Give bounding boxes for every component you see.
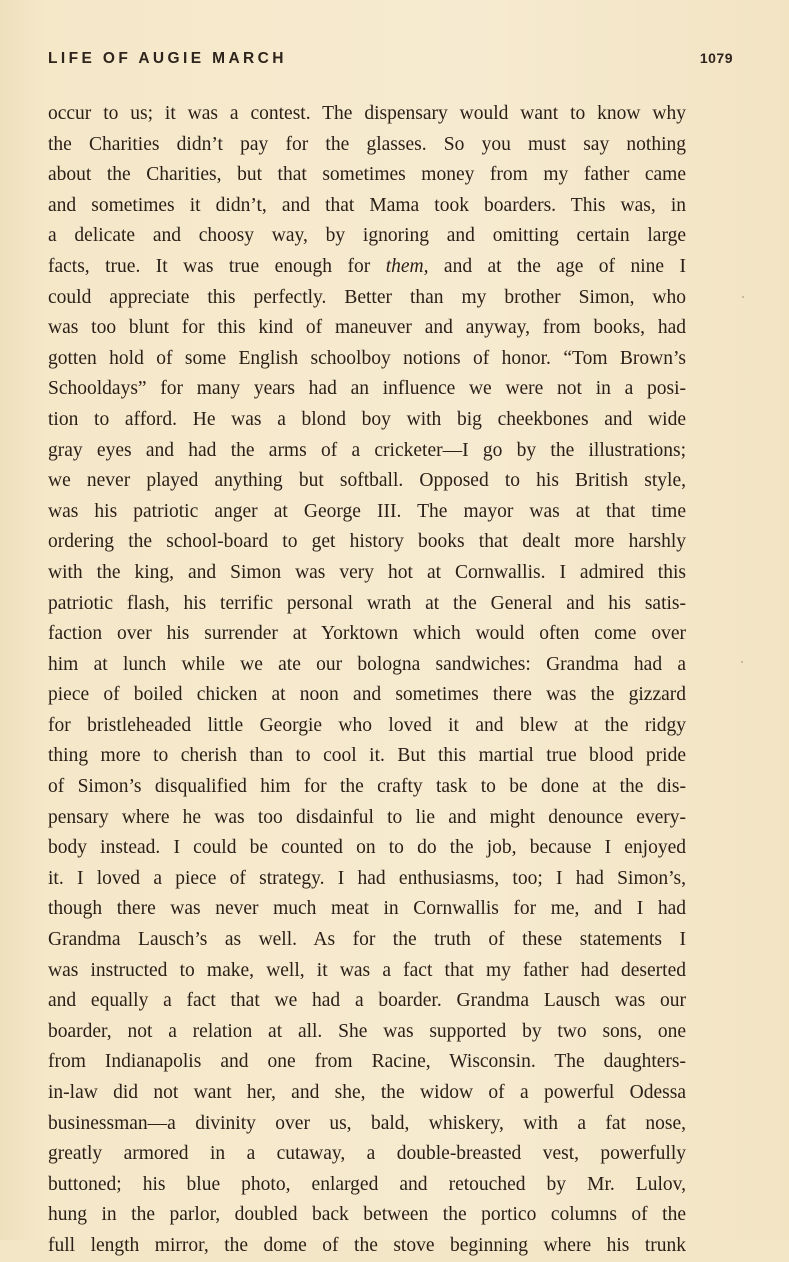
text-line: though there was never much meat in Cornwallis for me, and I had [48, 898, 686, 920]
text-line: a delicate and choosy way, by ignoring and omitting certain large [48, 225, 686, 247]
text-line: and sometimes it didn’t, and that Mama took boarders. This was, in [48, 194, 686, 216]
text-line: was instructed to make, well, it was a fact that my father had deserted [48, 959, 686, 981]
text-line: the Charities didn’t pay for the glasses. So you must say nothing [48, 133, 686, 155]
text-line: of Simon’s disqualified him for the crafty task to be done at the dis- [48, 776, 686, 798]
italic-text-segment: them, [385, 255, 429, 277]
text-line: ordering the school-board to get history books that dealt more harshly [48, 531, 686, 553]
text-line: and equally a fact that we had a boarder. Grandma Lausch was our [48, 990, 686, 1012]
text-line: thing more to cherish than to cool it. But this martial true blood pride [48, 745, 686, 767]
paper-speck [742, 296, 744, 298]
text-line: could appreciate this perfectly. Better than my brother Simon, who [48, 286, 686, 308]
text-line: buttoned; his blue photo, enlarged and retouched by Mr. Lulov, [48, 1173, 686, 1195]
text-line: from Indianapolis and one from Racine, Wisconsin. The daughters- [48, 1051, 686, 1073]
text-line: boarder, not a relation at all. She was supported by two sons, one [48, 1020, 686, 1042]
text-line: patriotic flash, his terrific personal wrath at the General and his satis- [48, 592, 686, 614]
text-line: greatly armored in a cutaway, a double-breasted vest, powerfully [48, 1143, 686, 1165]
text-line: piece of boiled chicken at noon and sometimes there was the gizzard [48, 684, 686, 706]
text-line: businessman—a divinity over us, bald, whiskery, with a fat nose, [48, 1112, 686, 1134]
text-line: Schooldays” for many years had an influence we were not in a posi- [48, 378, 686, 400]
text-line: about the Charities, but that sometimes money from my father came [48, 164, 686, 186]
text-line: body instead. I could be counted on to do the job, because I enjoyed [48, 837, 686, 859]
text-segment: and at the age of nine I [428, 255, 686, 277]
text-line: for bristleheaded little Georgie who loved it and blew at the ridgy [48, 714, 686, 736]
text-line: was too blunt for this kind of maneuver and anyway, from books, had [48, 317, 686, 339]
text-line: we never played anything but softball. Opposed to his British style, [48, 470, 686, 492]
text-line: pensary where he was too disdainful to lie and might denounce every- [48, 806, 686, 828]
text-segment: facts, true. It was true enough for [48, 255, 386, 277]
text-line: tion to afford. He was a blond boy with big cheekbones and wide [48, 408, 686, 430]
text-line: gotten hold of some English schoolboy notions of honor. “Tom Brown’s [48, 347, 686, 369]
text-line [48, 252, 686, 283]
text-line: gray eyes and had the arms of a cricketer—I go by the illustrations; [48, 439, 686, 461]
page-number: 1079 [699, 50, 733, 66]
text-line: it. I loved a piece of strategy. I had enthusiasms, too; I had Simon’s, [48, 867, 686, 889]
running-title: LIFE OF AUGIE MARCH [48, 50, 287, 67]
running-head [48, 50, 733, 74]
text-line: him at lunch while we ate our bologna sandwiches: Grandma had a [48, 653, 686, 675]
text-line: with the king, and Simon was very hot at Cornwallis. I admired this [48, 561, 686, 583]
body-text [48, 99, 686, 1262]
text-line: was his patriotic anger at George III. The mayor was at that time [48, 500, 686, 522]
text-line: occur to us; it was a contest. The dispensary would want to know why [48, 103, 686, 124]
text-line: faction over his surrender at Yorktown which would often come over [48, 623, 686, 645]
text-line: hung in the parlor, doubled back between the portico columns of the [48, 1204, 686, 1226]
text-line: Grandma Lausch’s as well. As for the truth of these statements I [48, 929, 686, 951]
paper-speck [741, 661, 743, 663]
text-line: full length mirror, the dome of the stove beginning where his trunk [48, 1234, 686, 1256]
text-line: in-law did not want her, and she, the widow of a powerful Odessa [48, 1082, 686, 1103]
